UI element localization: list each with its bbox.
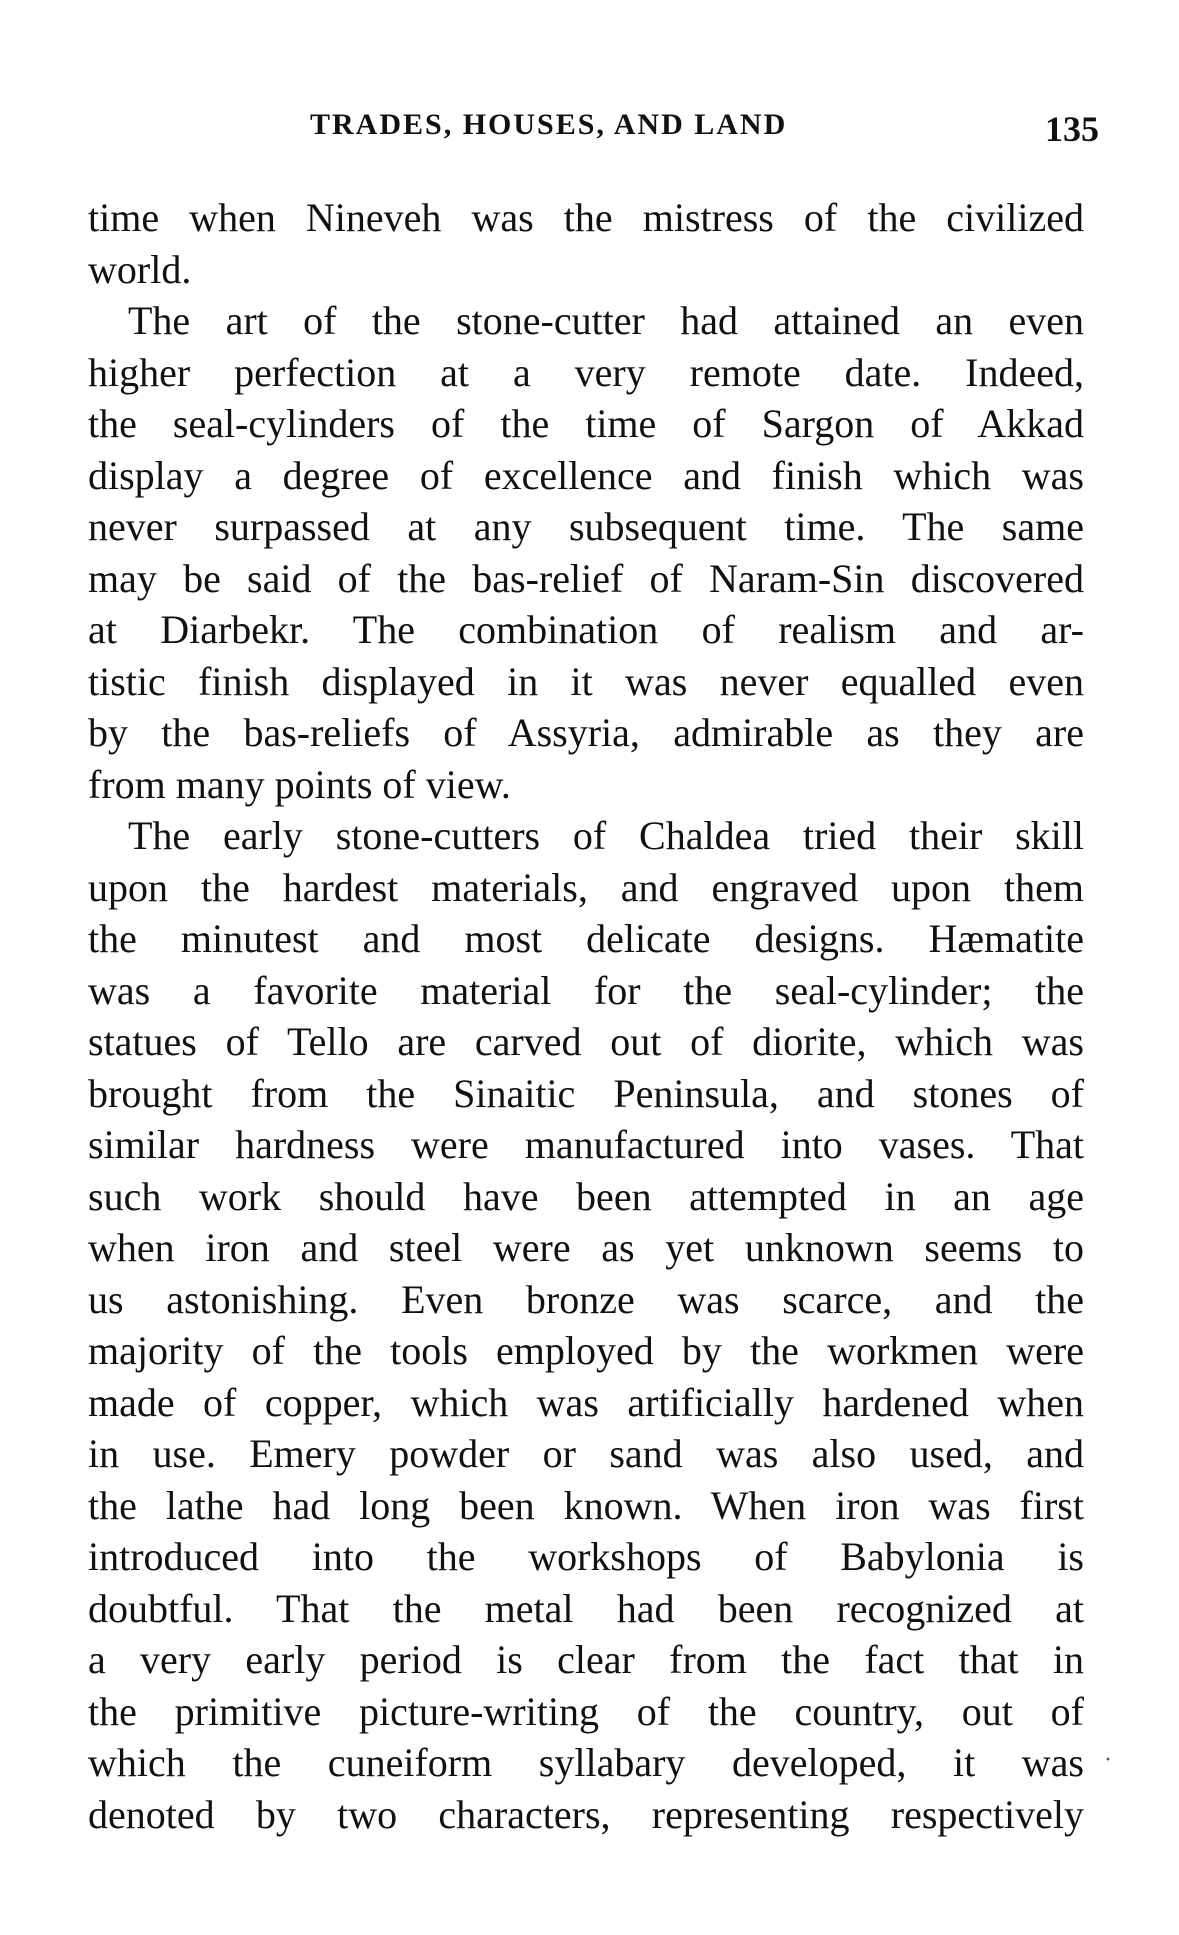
text-line: denoted by two characters, representing respectively xyxy=(88,1791,1084,1837)
text-line: higher perfection at a very remote date. Indeed, xyxy=(88,349,1084,395)
text-line: such work should have been attempted in an age xyxy=(88,1173,1084,1219)
text-line: world. xyxy=(88,246,192,292)
text-line: similar hardness were manufactured into vases. That xyxy=(88,1122,1084,1167)
text-line: upon the hardest materials, and engraved upon them xyxy=(88,864,1084,910)
running-title: TRADES, HOUSES, AND LAND xyxy=(310,108,788,141)
text-line: doubtful. That the metal had been recognized at xyxy=(88,1585,1084,1631)
text-line: brought from the Sinaitic Peninsula, and stones of xyxy=(88,1070,1084,1116)
text-line: was a favorite material for the seal-cylinder; the xyxy=(88,967,1084,1013)
page-number: 135 xyxy=(1045,109,1099,149)
text-line: may be said of the bas-relief of Naram-Sin discovered xyxy=(88,555,1084,601)
text-line: never surpassed at any subsequent time. The same xyxy=(88,504,1084,549)
text-line: in use. Emery powder or sand was also used, and xyxy=(88,1431,1084,1476)
text-line: us astonishing. Even bronze was scarce, and the xyxy=(88,1276,1084,1322)
text-line: the minutest and most delicate designs. Hæmatite xyxy=(88,916,1084,961)
text-line: majority of the tools employed by the workmen were xyxy=(88,1328,1084,1373)
text-line: The early stone-cutters of Chaldea tried their skill xyxy=(128,813,1084,858)
text-line: introduced into the workshops of Babylonia is xyxy=(88,1534,1084,1579)
text-line: time when Nineveh was the mistress of the civilized xyxy=(88,195,1084,240)
text-line: at Diarbekr. The combination of realism and ar- xyxy=(88,607,1084,652)
text-line: display a degree of excellence and finish which was xyxy=(88,452,1084,498)
margin-mark: · xyxy=(1104,1747,1112,1773)
text-line: the lathe had long been known. When iron was first xyxy=(88,1482,1084,1528)
text-line: tistic finish displayed in it was never equalled even xyxy=(88,658,1084,704)
text-line: from many points of view. xyxy=(88,761,511,807)
body-text xyxy=(88,192,1084,1840)
text-line: the primitive picture-writing of the country, out of xyxy=(88,1688,1084,1734)
text-line: the seal-cylinders of the time of Sargon of Akkad xyxy=(88,401,1084,446)
text-line: by the bas-reliefs of Assyria, admirable as they are xyxy=(88,710,1084,755)
text-line: The art of the stone-cutter had attained an even xyxy=(128,298,1084,343)
text-line: which the cuneiform syllabary developed, it was xyxy=(88,1740,1084,1785)
text-line: made of copper, which was artificially hardened when xyxy=(88,1379,1084,1425)
running-head xyxy=(0,108,1179,152)
text-line: a very early period is clear from the fact that in xyxy=(88,1637,1084,1682)
text-line: when iron and steel were as yet unknown seems to xyxy=(88,1225,1084,1270)
text-line: statues of Tello are carved out of diorite, which was xyxy=(88,1019,1084,1064)
